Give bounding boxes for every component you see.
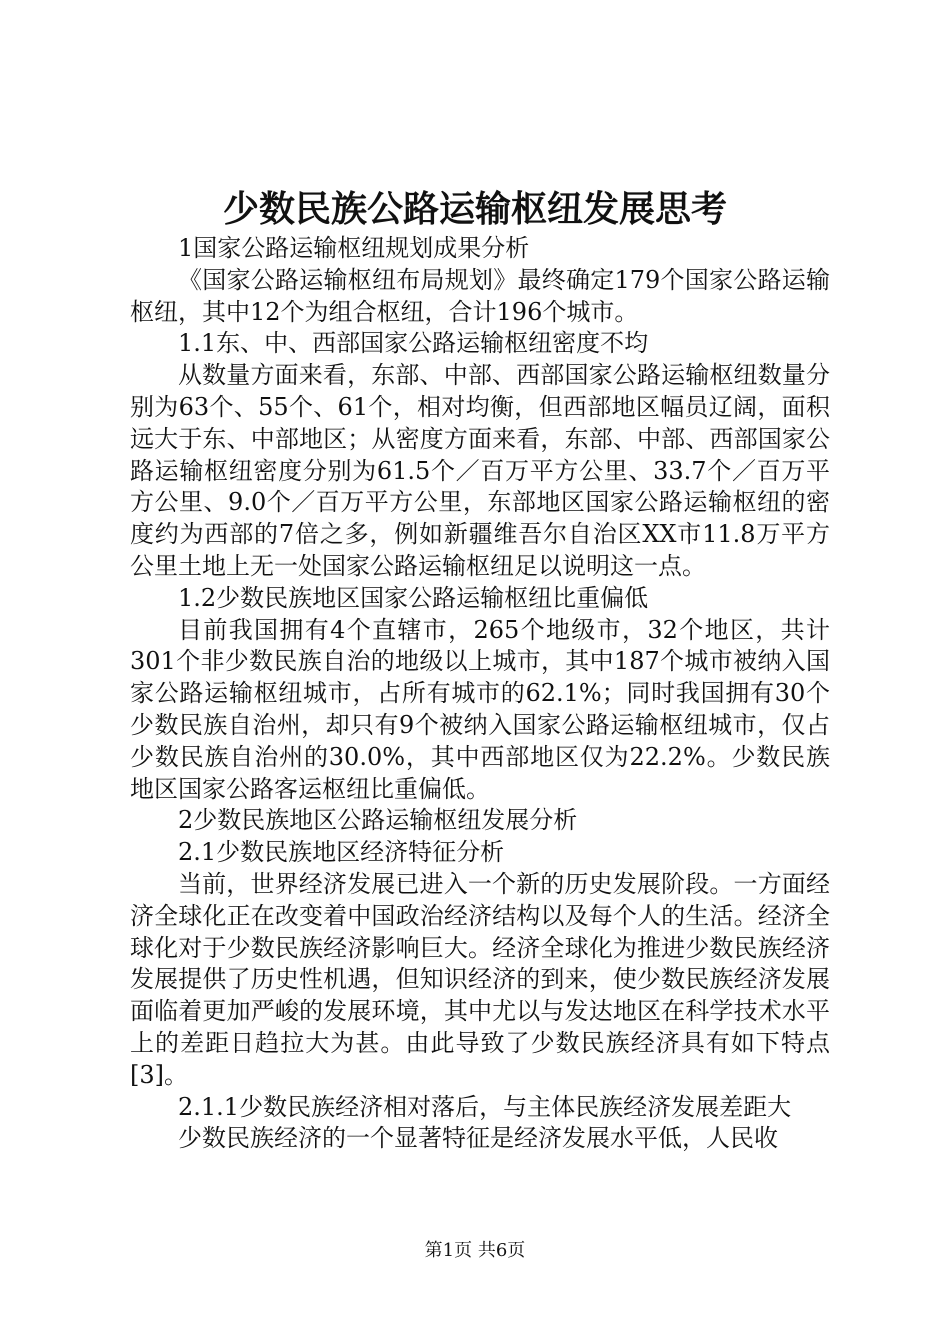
- section-heading: 2.1少数民族地区经济特征分析: [178, 838, 505, 867]
- section-heading: 1.1东、中、西部国家公路运输枢纽密度不均: [178, 329, 649, 358]
- body-paragraph: 从数量方面来看，东部、中部、西部国家公路运输枢纽数量分别为63个、55个、61个，相对均衡，但西部地区幅员辽阔，面积远大于东、中部地区；从密度方面来看，东部、中部、西部国家公路运输枢纽密度分别为61.5个／百万平方公里、33.7个／百万平方公里、9.0个／百万平方公里，东部地区国家公路运输枢纽的密度约为西部的7倍之多，例如新疆维吾尔自治区XX市11.8万平方公里土地上无一处国家公路运输枢纽足以说明这一点。: [130, 361, 830, 580]
- section-heading: 2.1.1少数民族经济相对落后，与主体民族经济发展差距大: [178, 1092, 792, 1121]
- page-footer: 第1页 共6页: [424, 1240, 526, 1261]
- section-heading: 1国家公路运输枢纽规划成果分析: [178, 234, 530, 262]
- body-paragraph: 《国家公路运输枢纽布局规划》最终确定179个国家公路运输枢纽，其中12个为组合枢纽，合计196个城市。: [130, 265, 830, 326]
- document-body: [130, 233, 830, 1155]
- section-heading: 2少数民族地区公路运输枢纽发展分析: [178, 806, 578, 835]
- body-paragraph: 当前，世界经济发展已进入一个新的历史发展阶段。一方面经济全球化正在改变着中国政治经济结构以及每个人的生活。经济全球化对于少数民族经济影响巨大。经济全球化为推进少数民族经济发展提供了历史性机遇，但知识经济的到来，使少数民族经济发展面临着更加严峻的发展环境，其中尤以与发达地区在科学技术水平上的差距日趋拉大为甚。由此导致了少数民族经济具有如下特点[3]。: [130, 869, 830, 1089]
- body-paragraph: 少数民族经济的一个显著特征是经济发展水平低，人民收: [178, 1124, 778, 1153]
- document-title: 少数民族公路运输枢纽发展思考: [222, 188, 727, 230]
- body-paragraph: 目前我国拥有4个直辖市，265个地级市，32个地区，共计301个非少数民族自治的地级以上城市，其中187个城市被纳入国家公路运输枢纽城市，占所有城市的62.1%；同时我国拥有30个少数民族自治州，却只有9个被纳入国家公路运输枢纽城市，仅占少数民族自治州的30.0%，其中西部地区仅为22.2%。少数民族地区国家公路客运枢纽比重偏低。: [130, 615, 830, 803]
- section-heading: 1.2少数民族地区国家公路运输枢纽比重偏低: [178, 583, 649, 612]
